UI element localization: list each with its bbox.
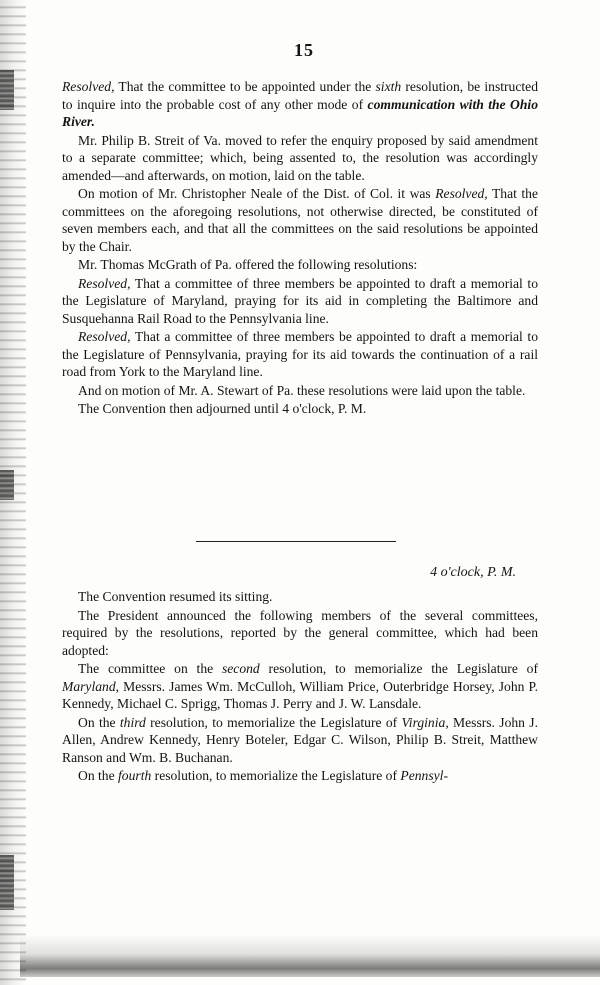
resolved-label: Resolved, [78, 275, 131, 291]
binding-mark [0, 70, 14, 110]
paragraph: The Convention resumed its sitting. [78, 589, 273, 604]
page-number: 15 [294, 40, 314, 60]
paragraph: On the fourth resolution, to memorialize the Legislature of Pennsyl- [78, 768, 448, 783]
paragraph: Mr. Philip B. Streit of Va. moved to refer the enquiry proposed by said amendment to a separate committee; which, being assented to, the resolution was accordingly amended—and afterwards, on motion, laid on the table. [62, 132, 538, 183]
text-section-morning [62, 78, 538, 419]
paragraph: Resolved, That a committee of three members be appointed to draft a memorial to the Legislature of Pennsylvania, praying for its aid towards the continuation of a rail road from York to the Maryland line. [62, 329, 538, 379]
paragraph: The committee on the second resolution, to memorialize the Legislature of Maryland, Messrs. James Wm. McCulloh, William Price, Outerbridge Horsey, John P. Kennedy, Michael C. Sprigg, Thomas J. Perry and J. W. Lansdale. [62, 661, 538, 711]
paragraph: The President announced the following members of the several committees, required by the resolutions, reported by the general committee, which had been adopted: [62, 607, 538, 658]
text-section-afternoon [62, 588, 538, 786]
binding-mark [0, 855, 14, 910]
binding-mark [0, 470, 14, 500]
paragraph: On the third resolution, to memorialize the Legislature of Virginia, Messrs. John J. Allen, Andrew Kennedy, Henry Boteler, Edgar C. Wilson, Philip B. Streit, Matthew Ranson and Wm. B. Buchanan. [62, 714, 538, 765]
time-heading: 4 o'clock, P. M. [430, 565, 516, 580]
resolved-label: Resolved, [78, 329, 131, 344]
section-divider [196, 541, 396, 542]
paragraph: On motion of Mr. Christopher Neale of the Dist. of Col. it was Resolved, That the committees on the aforegoing resolutions, not otherwise directed, be constituted of seven members each, and that all the committees on the said resolutions be appointed by the Chair. [62, 186, 538, 254]
paragraph: Mr. Thomas McGrath of Pa. offered the following resolutions: [78, 257, 418, 272]
paragraph: Resolved, That the committee to be appointed under the sixth resolution, be instructed to inquire into the probable cost of any other mode of communication with the Ohio River. [62, 79, 538, 129]
paragraph: And on motion of Mr. A. Stewart of Pa. these resolutions were laid upon the table. [78, 382, 526, 398]
page-bottom-edge [20, 935, 600, 977]
paragraph: Resolved, That a committee of three members be appointed to draft a memorial to the Legislature of Maryland, praying for its aid in completing the Baltimore and Susquehanna Rail Road to the Pennsylvania line. [62, 275, 538, 326]
paragraph: The Convention then adjourned until 4 o'clock, P. M. [78, 401, 367, 416]
resolved-label: Resolved, [435, 186, 488, 201]
resolved-label: Resolved, [62, 79, 115, 94]
